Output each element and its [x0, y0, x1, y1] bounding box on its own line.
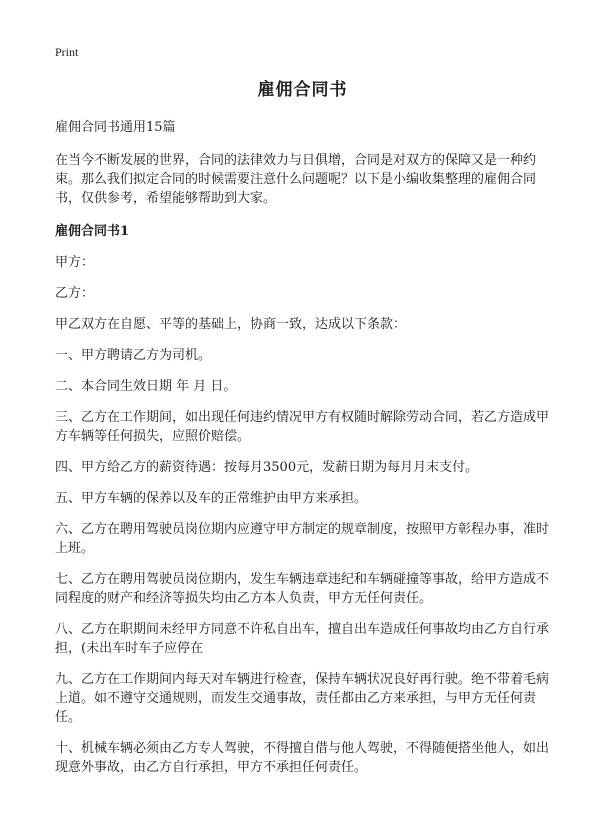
- clause-4: 四、甲方给乙方的薪资待遇：按每月3500元，发薪日期为每月月末支付。: [55, 460, 479, 475]
- intro-paragraph: 在当今不断发展的世界，合同的法律效力与日俱增，合同是对双方的保障又是一种约束。那么我们拟定合同的时候需要注意什么问题呢？以下是小编收集整理的雇佣合同书，仅供参考，希望能够帮助到大家。: [55, 153, 537, 206]
- party-b-line: 乙方：: [55, 286, 95, 301]
- clause-8: 八、乙方在职期间未经甲方同意不许私自出车，擅自出车造成任何事故均由乙方自行承担，(未出车时车子应停在: [55, 622, 550, 656]
- party-a-line: 甲方：: [55, 255, 95, 270]
- print-link[interactable]: Print: [55, 45, 79, 59]
- document-title: 雇佣合同书: [257, 80, 348, 100]
- clause-3: 三、乙方在工作期间，如出现任何违约情况甲方有权随时解除劳动合同，若乙方造成甲方车辆等任何损失，应照价赔偿。: [55, 410, 550, 444]
- clause-2: 二、本合同生效日期 年 月 日。: [55, 379, 237, 394]
- document-subtitle: 雇佣合同书通用15篇: [55, 120, 176, 135]
- clause-5: 五、甲方车辆的保养以及车的正常维护由甲方来承担。: [55, 491, 368, 506]
- clause-9: 九、乙方在工作期间内每天对车辆进行检查，保持车辆状况良好再行驶。绝不带着毛病上道。如不遵守交通规则，而发生交通事故，责任都由乙方来承担，与甲方无任何责任。: [55, 672, 550, 725]
- clause-10: 十、机械车辆必须由乙方专人驾驶，不得擅自借与他人驾驶，不得随便搭坐他人，如出现意外事故，由乙方自行承担，甲方不承担任何责任。: [55, 741, 550, 775]
- clause-6: 六、乙方在聘用驾驶员岗位期内应遵守甲方制定的规章制度，按照甲方彰程办事，准时上班。: [55, 522, 550, 556]
- clause-7: 七、乙方在聘用驾驶员岗位期内，发生车辆违章违纪和车辆碰撞等事故，给甲方造成不同程度的财产和经济等损失均由乙方本人负责，甲方无任何责任。: [55, 572, 550, 606]
- agreement-preamble: 甲乙双方在自愿、平等的基础上，协商一致，达成以下条款：: [55, 317, 407, 332]
- section-heading: 雇佣合同书1: [55, 224, 130, 239]
- clause-1: 一、甲方聘请乙方为司机。: [55, 348, 212, 363]
